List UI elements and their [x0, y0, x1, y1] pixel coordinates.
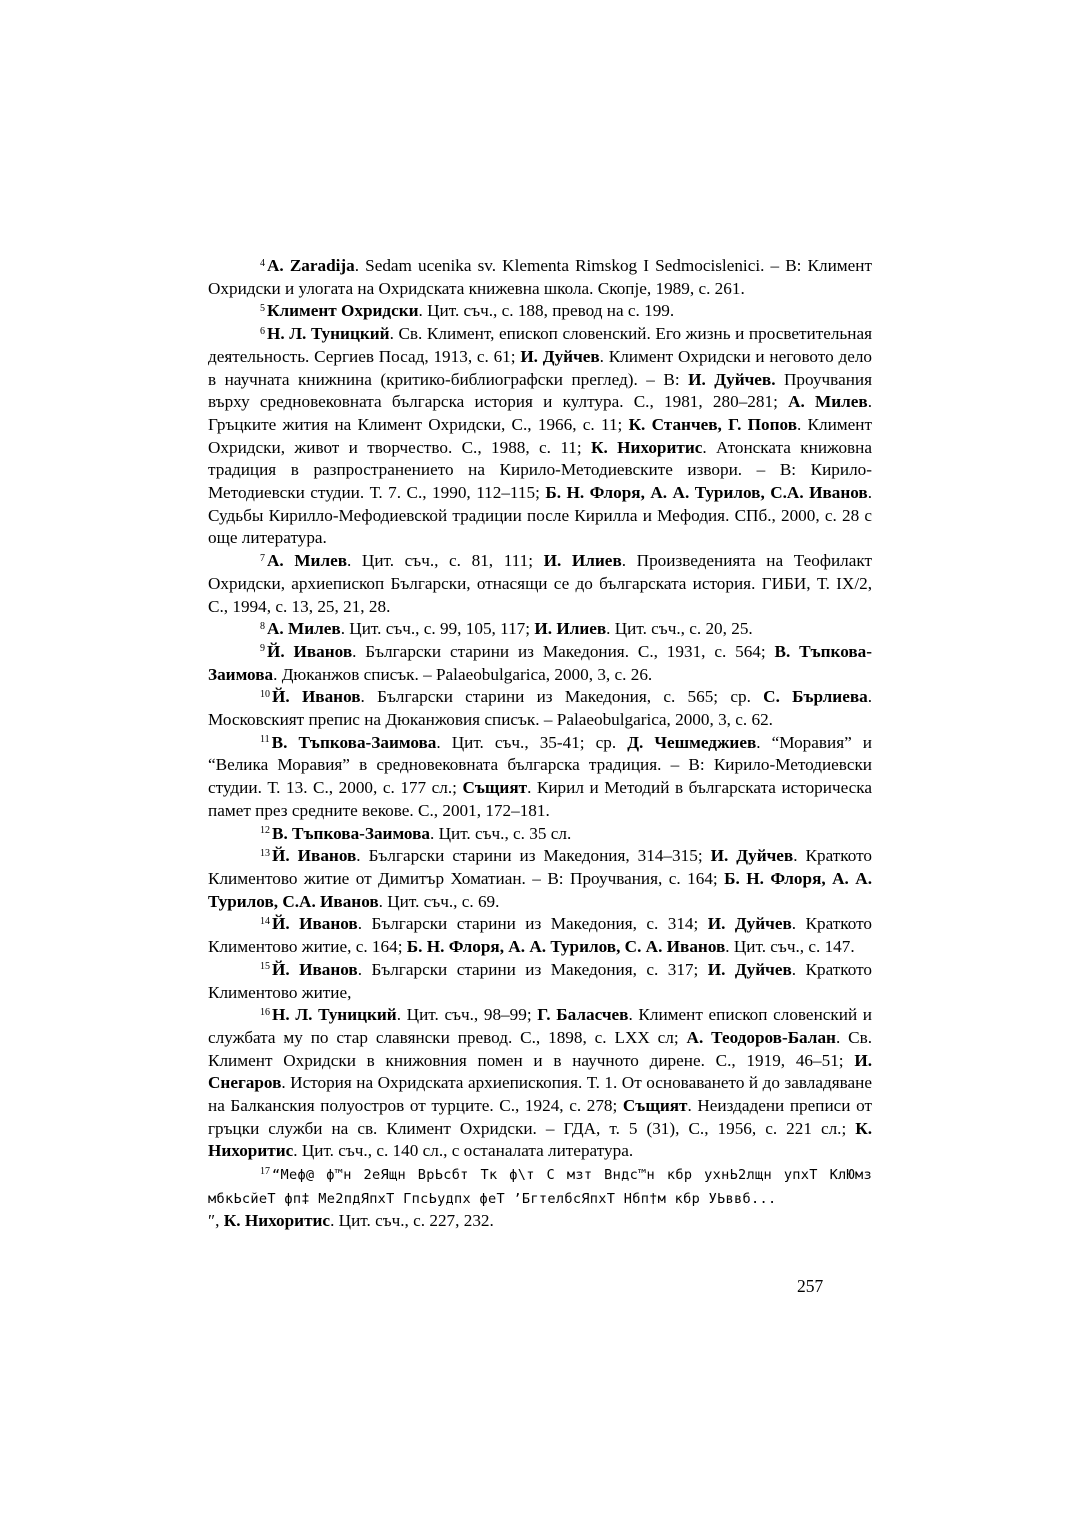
citation-text: . “Моравия” и “Велика Моравия” в средновековната българска традиция. – В: Кирило-Методиевски студии. Т. 13. С., 2000, с. 177 сл.;	[208, 732, 872, 798]
footnote-12	[208, 823, 872, 846]
citation-text: . Климент епископ словенский и службата му по стар славянски превод. С., 1898, с. LXX сл;	[208, 1005, 872, 1047]
author-name: Г. Баласчев	[537, 1005, 629, 1025]
author-name: Б. Н. Флоря, А. А. Турилов, С. А. Иванов	[406, 937, 726, 957]
author-name: И. Дуйчев	[520, 346, 600, 366]
footnote-11	[208, 732, 872, 823]
footnote-number: 11	[260, 734, 270, 746]
footnote-number: 9	[260, 643, 265, 655]
author-name: Й. Иванов	[272, 687, 361, 707]
footnote-number: 16	[260, 1006, 270, 1018]
author-name: А. Теодоров-Балан	[686, 1027, 836, 1047]
citation-text: . Св. Климент, епископ словенский. Его жизнь и просветительная деятельность. Сергиев Посад, 1913, с. 61;	[208, 324, 872, 366]
citation-text: . Български старини из Македония. С., 1931, с. 564;	[352, 641, 775, 661]
garbled-greek-quote: “Меф@ ф™н 2еЯщн ВрЬсбт Тк ф\т С мзт Вндс™н кбр ухнЬ2лщн упхТ КлЮмз мбкЬсйеТ фп‡ Ме2пдЯпхТ ГпсЬудпх феТ ’БгтелбсЯпхТ Нбп†м кбр УЬввб...	[208, 1167, 872, 1207]
author-name: Н. Л. Туницкий	[267, 324, 390, 344]
footnote-number: 12	[260, 825, 270, 837]
citation-text: . Български старини из Македония, 314–315;	[356, 846, 711, 866]
footnote-5	[208, 300, 872, 323]
page-number: 257	[797, 1276, 824, 1296]
citation-text: . Кирил и Методий в българската историческа памет през средните векове. С., 2001, 172–181.	[208, 778, 873, 820]
citation-text: . Гръцките жития на Климент Охридски, С., 1966, с. 11;	[208, 392, 872, 434]
author-name: А. Милев	[788, 392, 868, 412]
footnote-number: 15	[260, 961, 270, 973]
citation-text: . Цит. съч., с. 147.	[725, 937, 855, 957]
citation-text: . Краткото Климентово житие, с. 164;	[208, 914, 872, 957]
author-name: К. Нихоритис	[223, 1211, 331, 1231]
footnotes-block	[208, 255, 872, 1163]
citation-text: . Български старини из Македония, с. 317;	[357, 959, 708, 979]
citation-text: . Цит. съч., с. 99, 105, 117;	[340, 619, 535, 639]
author-name: В. Тъпкова-Заимова	[272, 823, 430, 843]
citation-text: . Московският препис на Дюканжовия списък. – Palaeobulgarica, 2000, 3, с. 62.	[208, 687, 872, 730]
footnote-number: 5	[260, 302, 265, 314]
footnote-17	[208, 1163, 872, 1233]
author-name: И. Снегаров	[208, 1050, 872, 1093]
citation-text: . Цит. съч., с. 227, 232.	[330, 1211, 494, 1231]
citation-text: Проучвания върху средновековната българска история и култура. С., 1981, 280–281;	[208, 369, 872, 412]
author-name: А. Милев	[267, 551, 348, 571]
citation-text: . Краткото Климентово житие от Димитър Хоматиан. – В: Проучвания, с. 164;	[208, 846, 872, 888]
footnote-number: 6	[260, 325, 265, 337]
author-name: Н. Л. Туницкий	[272, 1005, 397, 1025]
footnote-7	[208, 550, 872, 618]
citation-text: . Климент Охридски и неговото дело в научната книжнина (критико-библиографски преглед). – В:	[208, 346, 872, 389]
author-name: Й. Иванов	[272, 846, 357, 866]
footnote-6	[208, 323, 872, 550]
author-name: Й. Иванов	[267, 641, 353, 661]
footnote-number: 10	[260, 688, 270, 700]
author-name: Д. Чешмеджиев	[627, 732, 757, 752]
footnote-16	[208, 1004, 872, 1163]
footnote-15	[208, 959, 872, 1004]
author-name: А. Милев	[267, 619, 341, 639]
citation-text: . Дюканжов списък. – Palaeobulgarica, 2000, 3, с. 26.	[273, 664, 653, 684]
author-name: К. Станчев, Г. Попов	[628, 414, 797, 434]
citation-text: . Краткото Климентово житие,	[208, 959, 872, 1002]
author-name: В. Тъпкова-Заимова	[208, 641, 873, 684]
citation-text: . Български старини из Македония, с. 565; ср.	[360, 687, 764, 707]
author-name: И. Илиев	[543, 551, 622, 571]
footnote-number: 8	[260, 620, 265, 632]
author-name: Б. Н. Флоря, А. А. Турилов, С.А. Иванов	[545, 483, 868, 503]
citation-text: . Произведенията на Теофилакт Охридски, архиепископ Български, отнасящи се до българската история. ГИБИ, Т. IX/2, С., 1994, с. 13, 25, 21, 28.	[208, 551, 872, 616]
citation-text: . Атонската книжовна традиция в разпространението на Кирило-Методиевските извори. – В: Кирило-Методиевски студии. Т. 7. С., 1990, 112–115;	[208, 437, 873, 503]
footnote-number: 13	[260, 847, 270, 859]
author-name: Същият	[622, 1096, 688, 1116]
footnote-4	[208, 255, 872, 300]
citation-text: . Цит. съч., с. 140 сл., с останалата литература.	[293, 1141, 634, 1161]
citation-text: . Sedam ucenika sv. Klementa Rimskog I Sedmocislenici. – В: Климент Охридски и улогата на Охридската книжевна школа. Скопје, 1989, с. 261.	[208, 256, 872, 298]
author-name: Б. Н. Флоря, А. А. Турилов, С.А. Иванов	[208, 868, 872, 911]
citation-text: . Цит. съч., с. 81, 111;	[347, 551, 544, 571]
author-name: И. Дуйчев	[710, 846, 794, 866]
citation-text: . Св. Климент Охридски в книжовния помен и в научното дирене. С., 1919, 46–51;	[208, 1027, 872, 1070]
citation-text: . Цит. съч., с. 35 сл.	[429, 823, 572, 843]
citation-text: . Неиздадени преписи от гръцки служби на св. Климент Охридски. – ГДА, т. 5 (31), С., 1956, с. 221 сл.;	[208, 1096, 872, 1138]
author-name: И. Илиев	[534, 619, 607, 639]
footnote-number: 17	[260, 1165, 270, 1177]
citation-text: . Цит. съч., с. 20, 25.	[606, 619, 753, 639]
author-name: И. Дуйчев	[707, 959, 792, 979]
author-name: Й. Иванов	[272, 959, 358, 979]
citation-text: . Цит. съч., с. 188, превод на с. 199.	[418, 301, 675, 321]
author-name: К. Нихоритис	[591, 437, 703, 457]
author-name: Й. Иванов	[272, 914, 358, 934]
footnote-8	[208, 618, 872, 641]
footnote-10	[208, 686, 872, 731]
author-name: В. Тъпкова-Заимова	[271, 732, 437, 752]
footnote-number: 4	[260, 257, 265, 269]
footnote-14	[208, 913, 872, 958]
citation-text: . Цит. съч., 98–99;	[396, 1005, 538, 1025]
citation-text: . Цит. съч., 35-41; ср.	[436, 732, 628, 752]
citation-text: . История на Охридската архиепископия. Т. 1. От основаването й до завладяване на Балканския полуостров от турците. С., 1924, с. 278;	[208, 1073, 872, 1116]
author-name: И. Дуйчев	[707, 914, 792, 934]
citation-text: . Судьбы Кирилло-Мефодиевской традиции после Кирилла и Мефодия. СПб., 2000, с. 28 с още литература.	[208, 483, 873, 548]
footnote-13	[208, 845, 872, 913]
footnote-number: 14	[260, 915, 270, 927]
author-name: К. Нихоритис	[208, 1118, 872, 1161]
footnote-9	[208, 641, 872, 686]
footnote-number: 7	[260, 552, 265, 564]
author-name: Климент Охридски	[267, 301, 419, 321]
author-name: И. Дуйчев.	[688, 369, 776, 389]
separator: ,	[215, 1211, 224, 1231]
citation-text: . Климент Охридски, живот и творчество. С., 1988, с. 11;	[208, 414, 872, 457]
author-name: A. Zaradija	[267, 256, 355, 275]
citation-text: . Български старини из Македония, с. 314;	[357, 914, 708, 934]
author-name: С. Бърлиева	[763, 687, 868, 707]
closing-quote-mark: ″	[208, 1211, 216, 1231]
citation-text: . Цит. съч., с. 69.	[378, 891, 500, 911]
author-name: Същият	[462, 778, 528, 798]
